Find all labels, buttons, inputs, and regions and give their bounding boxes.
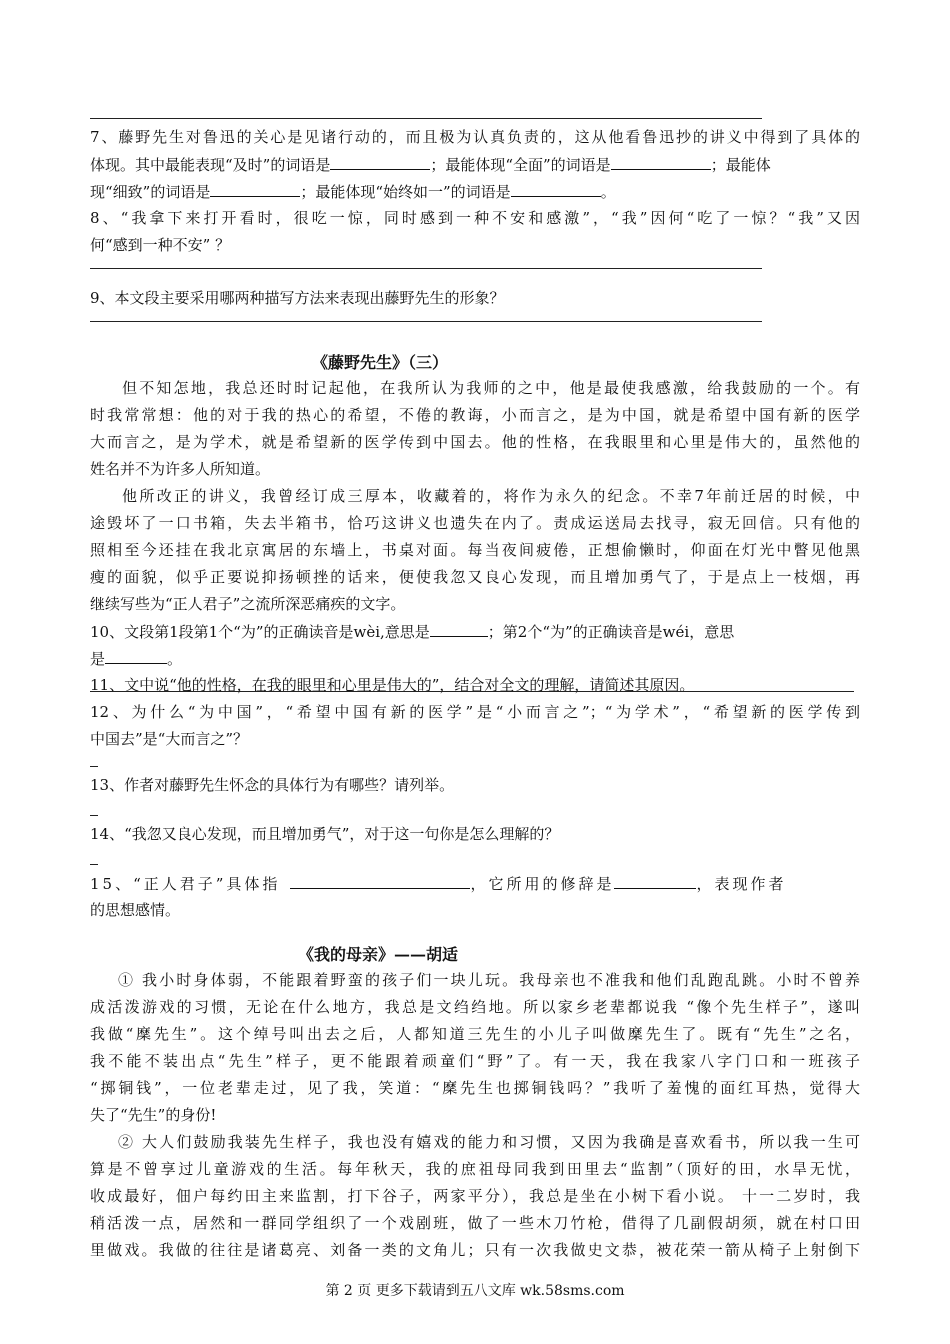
question-13: 13、作者对藤野先生怀念的具体行为有哪些？请列举。 <box>90 776 455 794</box>
question-7-line-3 <box>90 178 860 206</box>
question-15-text-a: 15、“正人君子”具体指 <box>90 875 281 893</box>
passage-line: 姓名并不为许多人所知道。 <box>90 460 271 478</box>
question-10-text-b: ；第2个“为”的正确读音是wéi，意思 <box>487 623 735 641</box>
answer-blank[interactable] <box>290 870 470 889</box>
passage-line: 我做“穈先生”。这个绰号叫出去之后，人都知道三先生的小儿子叫做穈先生了。既有“先生”之名， <box>90 1025 860 1043</box>
section-title-tengye-3: 《藤野先生》（三） <box>312 353 449 372</box>
passage-line: 失了“先生”的身份! <box>90 1106 217 1124</box>
passage-line: ② 大人们鼓励我装先生样子，我也没有嬉戏的能力和习惯，又因为我确是喜欢看书，所以我一生可 <box>118 1133 860 1151</box>
question-8-line-2: 何“感到一种不安” ？ <box>90 236 231 254</box>
question-12-line-2: 中国去”是“大而言之”？ <box>90 730 249 748</box>
answer-blank[interactable] <box>105 645 167 664</box>
passage-line: 他所改正的讲义，我曾经订成三厚本，收藏着的，将作为永久的纪念。不幸7年前迁居的时候，中 <box>122 487 860 505</box>
question-10-text-a: 10、文段第1段第1个“为”的正确读音是wèi,意思是 <box>90 623 430 641</box>
answer-blank[interactable] <box>611 151 711 170</box>
question-7-text-c: ；最能体 <box>710 156 771 174</box>
passage-line: 算是不曾享过儿童游戏的生活。每年秋天，我的庶祖母同我到田里去“监割”（顶好的田，水旱无忧， <box>90 1160 860 1178</box>
question-10-text-c: 是 <box>90 650 106 668</box>
question-10-text-d: 。 <box>167 650 183 668</box>
question-10-line-1 <box>90 618 860 646</box>
passage-line: 成活泼游戏的习惯，无论在什么地方，我总是文绉绉地。所以家乡老辈都说我 “像个先生样子”，遂叫 <box>90 998 860 1016</box>
passage-line: “掷铜钱”，一位老辈走过，见了我，笑道：“穈先生也掷铜钱吗？”我听了羞愧的面红耳热，觉得大 <box>90 1079 860 1097</box>
question-15-line-2: 的思想感情。 <box>90 901 181 919</box>
answer-blank[interactable] <box>430 618 488 637</box>
question-10-line-2 <box>90 645 860 673</box>
question-7-text-d: 现“细致”的词语是 <box>90 183 211 201</box>
answer-mark <box>90 815 98 816</box>
answer-mark <box>90 864 98 865</box>
passage-line: ① 我小时身体弱，不能跟着野蛮的孩子们一块儿玩。我母亲也不准我和他们乱跑乱跳。小时不曾养 <box>118 971 860 989</box>
question-7-text-e: ；最能体现“始终如一”的词语是 <box>300 183 511 201</box>
answer-line[interactable] <box>90 268 762 269</box>
question-8-line-1: 8、“我拿下来打开看时，很吃一惊，同时感到一种不安和感激”，“我”因何“吃了一惊？“我”又因 <box>90 209 860 227</box>
page-footer: 第 2 页 更多下载请到五八文库 wk.58sms.com <box>325 1283 625 1299</box>
answer-line[interactable] <box>90 691 854 692</box>
section-title-my-mother: 《我的母亲》——胡适 <box>298 945 459 964</box>
question-15-text-c: ，表现作者 <box>696 875 787 893</box>
question-7-text-a: 体现。其中最能表现“及时”的词语是 <box>90 156 331 174</box>
question-15-text-b: ，它所用的修辞是 <box>470 875 615 893</box>
question-14: 14、“我忽又良心发现，而且增加勇气”，对于这一句你是怎么理解的？ <box>90 825 560 843</box>
answer-blank[interactable] <box>210 178 300 197</box>
passage-line: 途毁坏了一口书箱，失去半箱书，恰巧这讲义也遗失在内了。责成运送局去找寻，寂无回信。只有他的 <box>90 514 860 532</box>
passage-line: 收成最好，佃户每约田主来监割，打下谷子，两家平分），我总是坐在小树下看小说。 十一二岁时，我 <box>90 1187 860 1205</box>
passage-line: 稍活泼一点，居然和一群同学组织了一个戏剧班，做了一些木刀竹枪，借得了几副假胡须，就在村口田 <box>90 1214 860 1232</box>
answer-mark <box>90 766 98 767</box>
question-7-text-b: ；最能体现“全面”的词语是 <box>430 156 611 174</box>
answer-blank[interactable] <box>330 151 430 170</box>
answer-line <box>90 118 762 119</box>
passage-line: 时我常常想：他的对于我的热心的希望，不倦的教诲，小而言之，是为中国，就是希望中国有新的医学 <box>90 406 860 424</box>
question-7-line-2 <box>90 151 860 179</box>
answer-blank[interactable] <box>511 178 601 197</box>
question-12-line-1: 12、为什么“为中国”，“希望中国有新的医学”是“小而言之”；“为学术”，“希望新的医学传到 <box>90 703 860 721</box>
question-7-line-1: 7、藤野先生对鲁迅的关心是见诸行动的，而且极为认真负责的，这从他看鲁迅抄的讲义中得到了具体的 <box>90 128 860 146</box>
passage-line: 但不知怎地，我总还时时记起他，在我所认为我师的之中，他是最使我感激，给我鼓励的一个。有 <box>122 379 860 397</box>
passage-line: 大而言之，是为学术，就是希望新的医学传到中国去。他的性格，在我眼里和心里是伟大的，虽然他的 <box>90 433 860 451</box>
passage-line: 瘦的面貌，似乎正要说抑扬顿挫的话来，便使我忽又良心发现，而且增加勇气了，于是点上一枝烟，再 <box>90 568 860 586</box>
question-15-line-1 <box>90 870 860 898</box>
passage-line: 我不能不装出点“先生”样子，更不能跟着顽童们“野”了。有一天，我在我家八字门口和一班孩子 <box>90 1052 860 1070</box>
passage-line: 继续写些为“正人君子”之流所深恶痛疾的文字。 <box>90 595 406 613</box>
question-9: 9、本文段主要采用哪两种描写方法来表现出藤野先生的形象？ <box>90 289 505 307</box>
answer-blank[interactable] <box>614 870 696 889</box>
passage-line: 里做戏。我做的往往是诸葛亮、刘备一类的文角儿；只有一次我做史文恭，被花荣一箭从椅子上射倒下 <box>90 1241 860 1259</box>
question-7-text-f: 。 <box>600 183 616 201</box>
passage-line: 照相至今还挂在我北京寓居的东墙上，书桌对面。每当夜间疲倦，正想偷懒时，仰面在灯光中瞥见他黑 <box>90 541 860 559</box>
question-11: 11、文中说“他的性格，在我的眼里和心里是伟大的”，结合对全文的理解，请简述其原因。 <box>90 676 695 694</box>
answer-line[interactable] <box>90 321 762 322</box>
